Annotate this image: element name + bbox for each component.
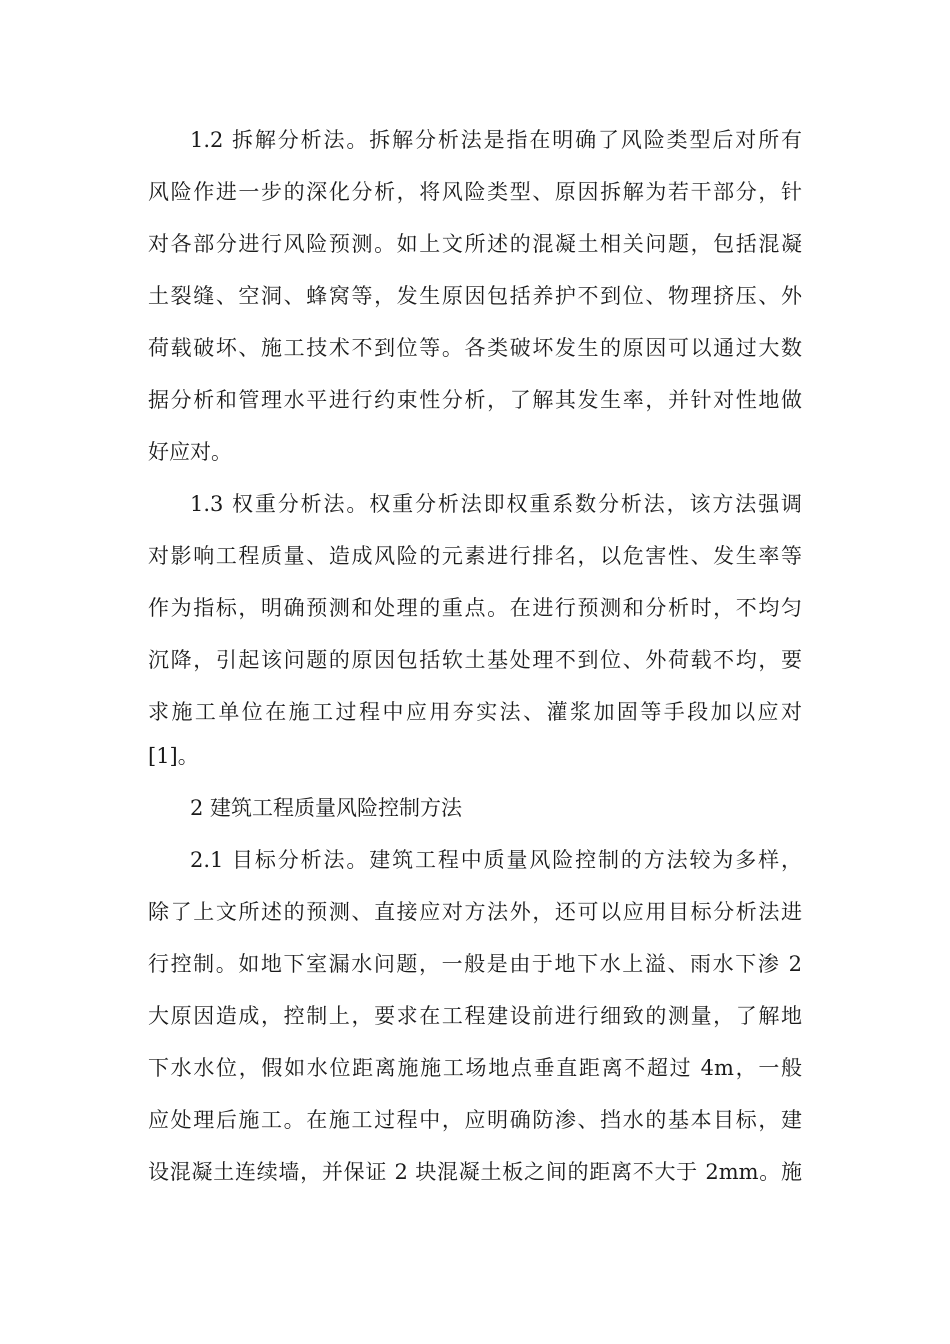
paragraph-1-3-line: [1]。 xyxy=(148,744,199,768)
paragraph-1-3-line: 1.3 权重分析法。权重分析法即权重系数分析法，该方法强调 xyxy=(190,492,802,516)
paragraph-1-2-line: 好应对。 xyxy=(148,440,232,464)
paragraph-1-2-line: 土裂缝、空洞、蜂窝等，发生原因包括养护不到位、物理挤压、外 xyxy=(148,284,802,308)
paragraph-1-2-line: 1.2 拆解分析法。拆解分析法是指在明确了风险类型后对所有 xyxy=(190,128,802,152)
paragraph-2-1-line: 大原因造成，控制上，要求在工程建设前进行细致的测量，了解地 xyxy=(148,1004,802,1028)
paragraph-1-2-line: 风险作进一步的深化分析，将风险类型、原因拆解为若干部分，针 xyxy=(148,180,802,204)
paragraph-2-1-line: 除了上文所述的预测、直接应对方法外，还可以应用目标分析法进 xyxy=(148,900,802,924)
paragraph-1-2-line: 荷载破坏、施工技术不到位等。各类破坏发生的原因可以通过大数 xyxy=(148,336,802,360)
paragraph-1-2-line: 对各部分进行风险预测。如上文所述的混凝土相关问题，包括混凝 xyxy=(148,232,802,256)
paragraph-2-1-line: 应处理后施工。在施工过程中，应明确防渗、挡水的基本目标，建 xyxy=(148,1108,802,1132)
paragraph-2-1-line: 下水水位，假如水位距离施施工场地点垂直距离不超过 4m，一般 xyxy=(148,1056,802,1080)
paragraph-1-3-line: 沉降，引起该问题的原因包括软土基处理不到位、外荷载不均，要 xyxy=(148,648,802,672)
section-heading: 2 建筑工程质量风险控制方法 xyxy=(190,796,463,820)
paragraph-1-2-line: 据分析和管理水平进行约束性分析，了解其发生率，并针对性地做 xyxy=(148,388,802,412)
paragraph-2-1-line: 行控制。如地下室漏水问题，一般是由于地下水上溢、雨水下渗 2 xyxy=(148,952,802,976)
paragraph-1-3-line: 对影响工程质量、造成风险的元素进行排名，以危害性、发生率等 xyxy=(148,544,802,568)
paragraph-1-3-line: 求施工单位在施工过程中应用夯实法、灌浆加固等手段加以应对 xyxy=(148,700,802,724)
paragraph-2-1-line: 设混凝土连续墙，并保证 2 块混凝土板之间的距离不大于 2mm。施 xyxy=(148,1160,802,1184)
paragraph-1-3-line: 作为指标，明确预测和处理的重点。在进行预测和分析时，不均匀 xyxy=(148,596,802,620)
paragraph-2-1-line: 2.1 目标分析法。建筑工程中质量风险控制的方法较为多样， xyxy=(190,848,802,872)
